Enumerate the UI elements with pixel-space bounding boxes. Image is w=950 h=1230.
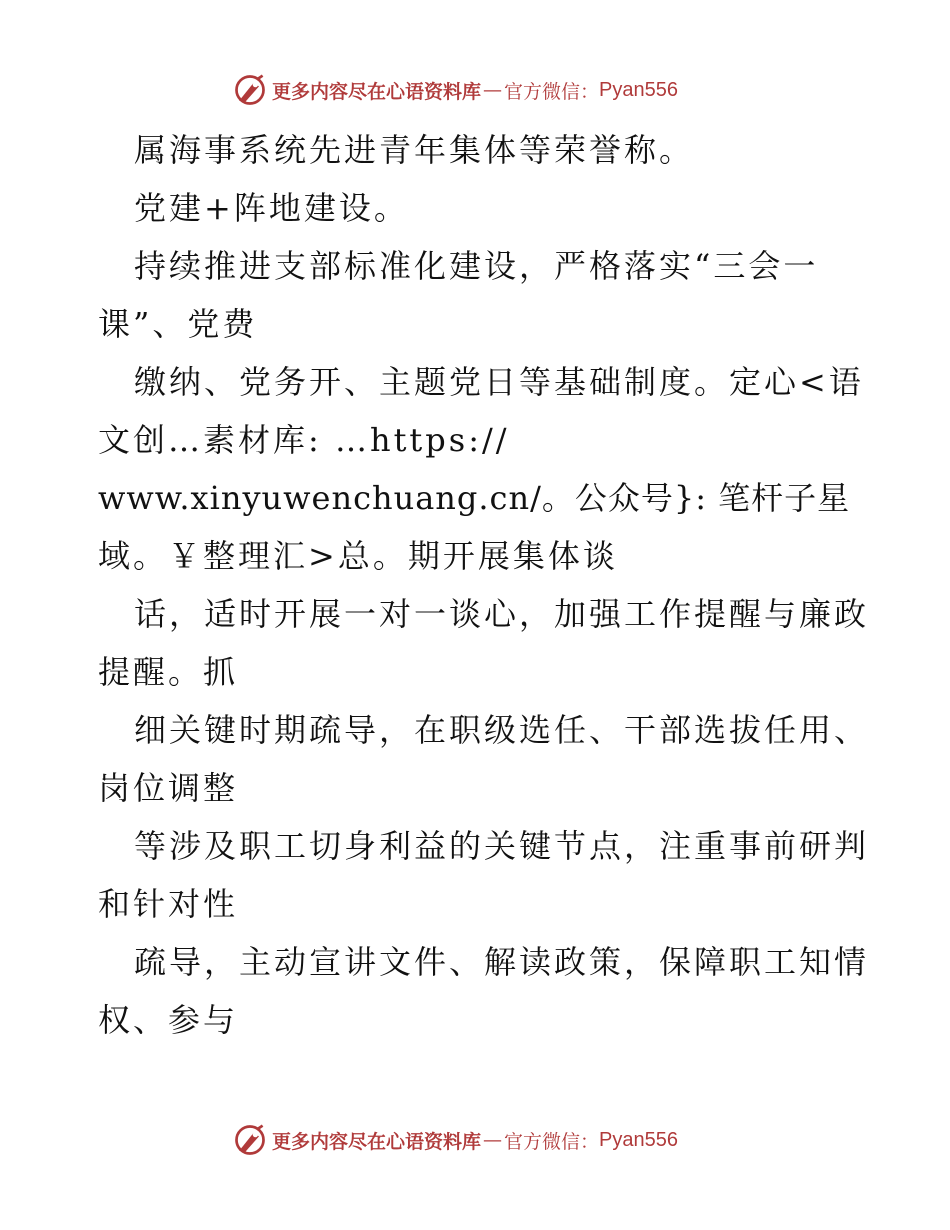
- body-line: 细关键时期疏导，在职级选任、干部选拔任用、: [134, 711, 870, 749]
- pen-logo-icon: [232, 72, 268, 108]
- body-line: 等涉及职工切身利益的关键节点，注重事前研判: [134, 827, 870, 865]
- body-line: 和针对性: [98, 885, 239, 923]
- body-line: 党建+阵地建设。: [134, 189, 409, 227]
- banner-separator: —: [483, 1129, 503, 1151]
- banner-wechat-label: 官方微信：: [504, 80, 600, 103]
- banner-wechat-id: Pyan556: [599, 78, 678, 101]
- footer-banner: [232, 1120, 678, 1160]
- banner-separator: —: [483, 79, 503, 101]
- body-line: 持续推进支部标准化建设，严格落实“三会一: [134, 247, 819, 285]
- banner-brand-text: 更多内容尽在心语资料库: [272, 80, 482, 103]
- body-line: 缴纳、党务开、主题党日等基础制度。定心<语: [134, 363, 864, 401]
- body-line: 话，适时开展一对一谈心，加强工作提醒与廉政: [134, 595, 870, 633]
- banner-brand-text: 更多内容尽在心语资料库: [272, 1130, 482, 1153]
- banner-wechat-id: Pyan556: [599, 1128, 678, 1151]
- body-line: www.xinyuwenchuang.cn/。公众号}: 笔杆子星: [98, 479, 851, 517]
- body-line: 属海事系统先进青年集体等荣誉称。: [134, 131, 695, 169]
- body-line: 疏导，主动宣讲文件、解读政策，保障职工知情: [134, 943, 870, 981]
- body-line: 提醒。抓: [98, 653, 239, 691]
- body-line: 文创…素材库: …https://: [98, 421, 510, 459]
- banner-wechat-label: 官方微信：: [504, 1130, 600, 1153]
- body-line: 权、参与: [98, 1001, 239, 1039]
- pen-logo-icon: [232, 1122, 268, 1158]
- body-line: 课”、党费: [98, 305, 258, 343]
- body-line: 域。￥整理汇>总。期开展集体谈: [98, 537, 618, 575]
- header-banner: [232, 70, 678, 110]
- body-line: 岗位调整: [98, 769, 239, 807]
